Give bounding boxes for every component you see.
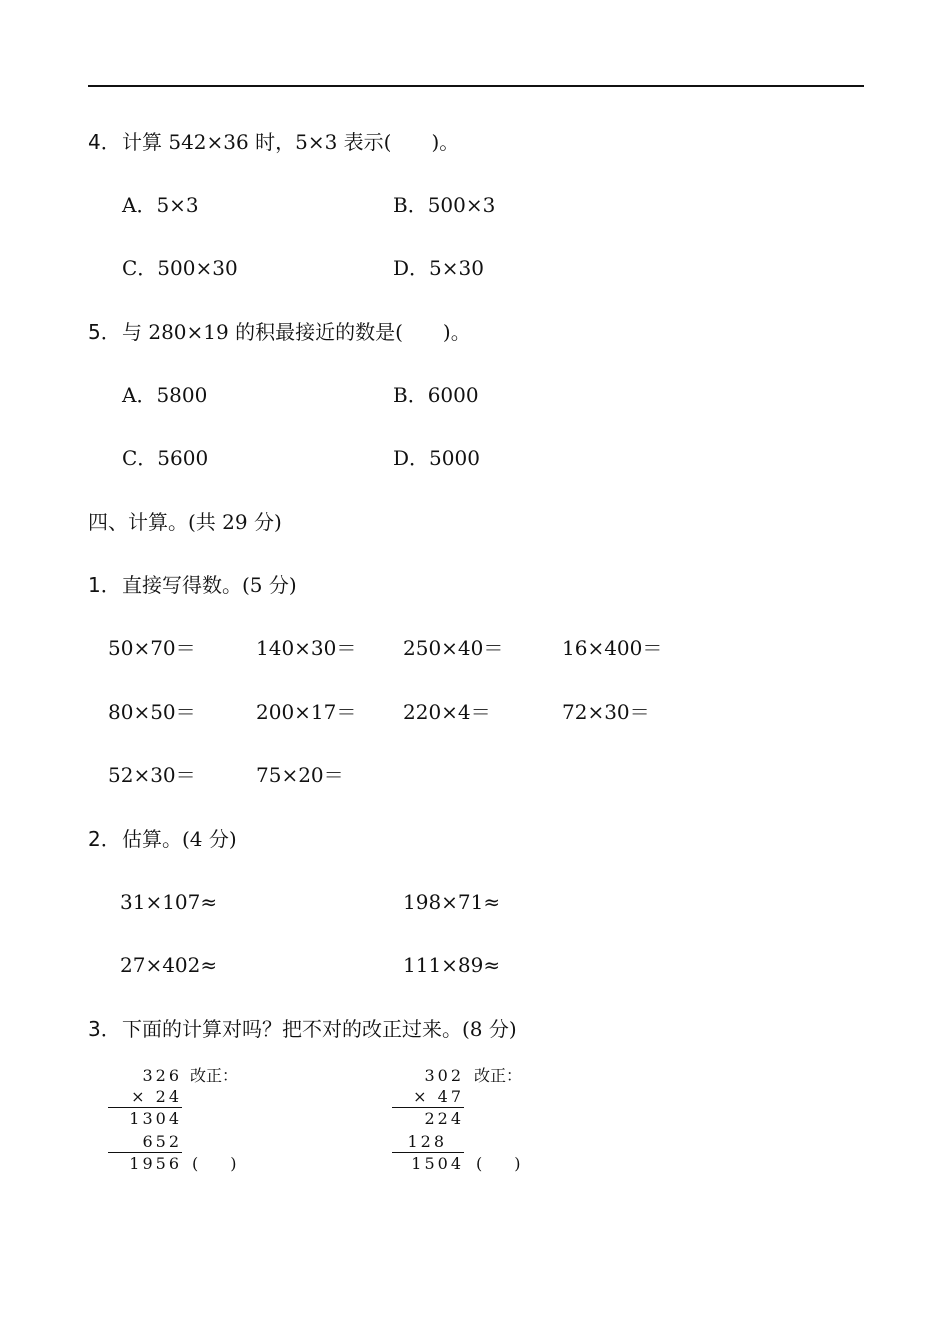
q5-option-c[interactable]: C．5600 <box>122 446 209 470</box>
p2-item: 198×71≈ <box>403 890 501 914</box>
p2-item: 111×89≈ <box>403 953 501 977</box>
fix-label: 改正： <box>190 1066 239 1085</box>
calc-line <box>392 1107 464 1108</box>
q4-option-c[interactable]: C．500×30 <box>122 256 238 280</box>
p1-item: 200×17＝ <box>256 700 357 724</box>
p1-item: 80×50＝ <box>108 700 196 724</box>
judge-bracket[interactable]: ( ) <box>192 1154 237 1173</box>
p1-item: 16×400＝ <box>562 636 663 660</box>
q4-option-d[interactable]: D．5×30 <box>393 256 484 280</box>
q5-option-d[interactable]: D．5000 <box>393 446 480 470</box>
p3-text: 下面的计算对吗？把不对的改正过来。(8 分) <box>122 1017 517 1041</box>
q5-option-b[interactable]: B．6000 <box>393 383 479 407</box>
fix-label: 改正： <box>474 1066 523 1085</box>
multiplier: × 24 <box>131 1087 182 1106</box>
p2-text: 估算。(4 分) <box>122 827 237 851</box>
section-title: 四、计算。(共 29 分) <box>88 510 282 534</box>
q4-option-b[interactable]: B．500×3 <box>393 193 496 217</box>
p1-item: 75×20＝ <box>256 763 344 787</box>
partial-product: 652 <box>142 1132 182 1151</box>
p1-number: 1． <box>88 573 121 597</box>
calc-line <box>392 1152 464 1153</box>
partial-product: 1304 <box>129 1109 182 1128</box>
multiplicand: 302 <box>424 1066 464 1085</box>
p3-number: 3． <box>88 1017 121 1041</box>
q5-option-a[interactable]: A．5800 <box>122 383 208 407</box>
p1-item: 220×4＝ <box>403 700 491 724</box>
p1-item: 250×40＝ <box>403 636 504 660</box>
calc-line <box>108 1152 182 1153</box>
multiplicand: 326 <box>142 1066 182 1085</box>
q5-text: 与 280×19 的积最接近的数是( )。 <box>122 320 471 344</box>
p1-item: 52×30＝ <box>108 763 196 787</box>
p1-item: 50×70＝ <box>108 636 196 660</box>
p2-item: 27×402≈ <box>120 953 218 977</box>
p1-item: 72×30＝ <box>562 700 650 724</box>
p1-text: 直接写得数。(5 分) <box>122 573 297 597</box>
header-rule <box>88 85 864 87</box>
result: 1504 <box>411 1154 464 1173</box>
calc-line <box>108 1107 182 1108</box>
result: 1956 <box>129 1154 182 1173</box>
multiplier: × 47 <box>413 1087 464 1106</box>
p1-item: 140×30＝ <box>256 636 357 660</box>
partial-product: 224 <box>424 1109 464 1128</box>
q4-number: 4． <box>88 130 121 154</box>
q4-option-a[interactable]: A．5×3 <box>122 193 199 217</box>
q5-number: 5． <box>88 320 121 344</box>
p2-item: 31×107≈ <box>120 890 218 914</box>
q4-text: 计算 542×36 时，5×3 表示( )。 <box>122 130 460 154</box>
partial-product: 128 <box>407 1132 447 1151</box>
p2-number: 2． <box>88 827 121 851</box>
judge-bracket[interactable]: ( ) <box>476 1154 521 1173</box>
